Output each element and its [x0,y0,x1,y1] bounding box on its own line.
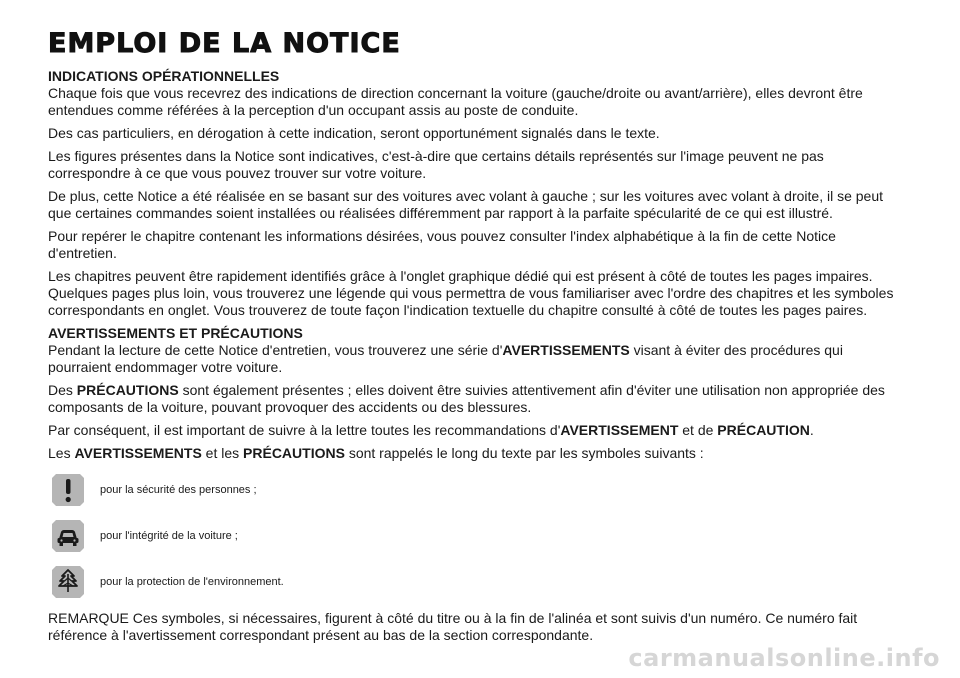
paragraph: Les chapitres peuvent être rapidement identifiés grâce à l'onglet graphique dédié qui est présent à côté de toutes les pages impaires. Quelques pages plus loin, vous trouverez une légende qui vous permettra de vous familiariser avec l'ordre des chapitres et les symboles correspondants en onglet. Vous trouverez de toute façon l'indication textuelle du chapitre consulté à côté de toutes les pages paires. [48,268,894,318]
symbol-label: pour la sécurité des personnes ; [100,483,257,496]
paragraph: Par conséquent, il est important de suivre à la lettre toutes les recommandations d'AVERTISSEMENT et de PRÉCAUTION. [48,422,814,438]
symbol-row-environment [48,560,900,604]
paragraph: De plus, cette Notice a été réalisée en se basant sur des voitures avec volant à gauche ; sur les voitures avec volant à droite, il se peut que certaines commandes soient installées ou réalisées différemment par rapport à la parfaite spécularité de ce qui est illustré. [48,188,884,221]
paragraph: Pendant la lecture de cette Notice d'entretien, vous trouverez une série d'AVERTISSEMENTS visant à éviter des procédures qui pourraient endommager votre voiture. [48,342,843,375]
paragraph: Des cas particuliers, en dérogation à cette indication, seront opportunément signalés dans le texte. [48,125,660,141]
paragraph: Des PRÉCAUTIONS sont également présentes ; elles doivent être suivies attentivement afin d'éviter une utilisation non appropriée des composants de la voiture, pouvant provoquer des accidents ou des blessures. [48,382,885,415]
section-heading-operational: INDICATIONS OPÉRATIONNELLES [48,68,280,84]
section-heading-warnings: AVERTISSEMENTS ET PRÉCAUTIONS [48,325,303,341]
tree-icon [50,564,86,600]
symbol-row-people [48,468,900,512]
paragraph: Les figures présentes dans la Notice sont indicatives, c'est-à-dire que certains détails représentés sur l'image peuvent ne pas correspondre à ce que vous pouvez trouver sur votre voiture. [48,148,824,181]
keyword-precaution: PRÉCAUTION [717,422,810,438]
symbol-label: pour la protection de l'environnement. [100,575,284,588]
keyword-precautions: PRÉCAUTIONS [76,382,179,398]
exclamation-icon [50,472,86,508]
keyword-precautions: PRÉCAUTIONS [243,445,345,461]
paragraph: Pour repérer le chapitre contenant les informations désirées, vous pouvez consulter l'index alphabétique à la fin de cette Notice d'entretien. [48,228,836,261]
symbol-label: pour l'intégrité de la voiture ; [100,529,238,542]
paragraph: Chaque fois que vous recevrez des indications de direction concernant la voiture (gauche/droite ou avant/arrière), elles devront être entendues comme référées à la perception d'un occupant assis au poste de conduite. [48,85,863,118]
keyword-warnings: AVERTISSEMENTS [74,445,202,461]
car-icon [50,518,86,554]
watermark: carmanualsonline.info [628,644,940,672]
keyword-warning: AVERTISSEMENT [560,422,679,438]
remark-paragraph: REMARQUE Ces symboles, si nécessaires, figurent à côté du titre ou à la fin de l'alinéa et sont suivis d'un numéro. Ce numéro fait référence à l'avertissement correspondant présent au bas de la section correspondante. [48,610,858,643]
page-title: EMPLOI DE LA NOTICE [48,28,401,59]
symbol-row-car [48,514,900,558]
keyword-warnings: AVERTISSEMENTS [502,342,630,358]
paragraph: Les AVERTISSEMENTS et les PRÉCAUTIONS sont rappelés le long du texte par les symboles suivants : [48,445,704,461]
